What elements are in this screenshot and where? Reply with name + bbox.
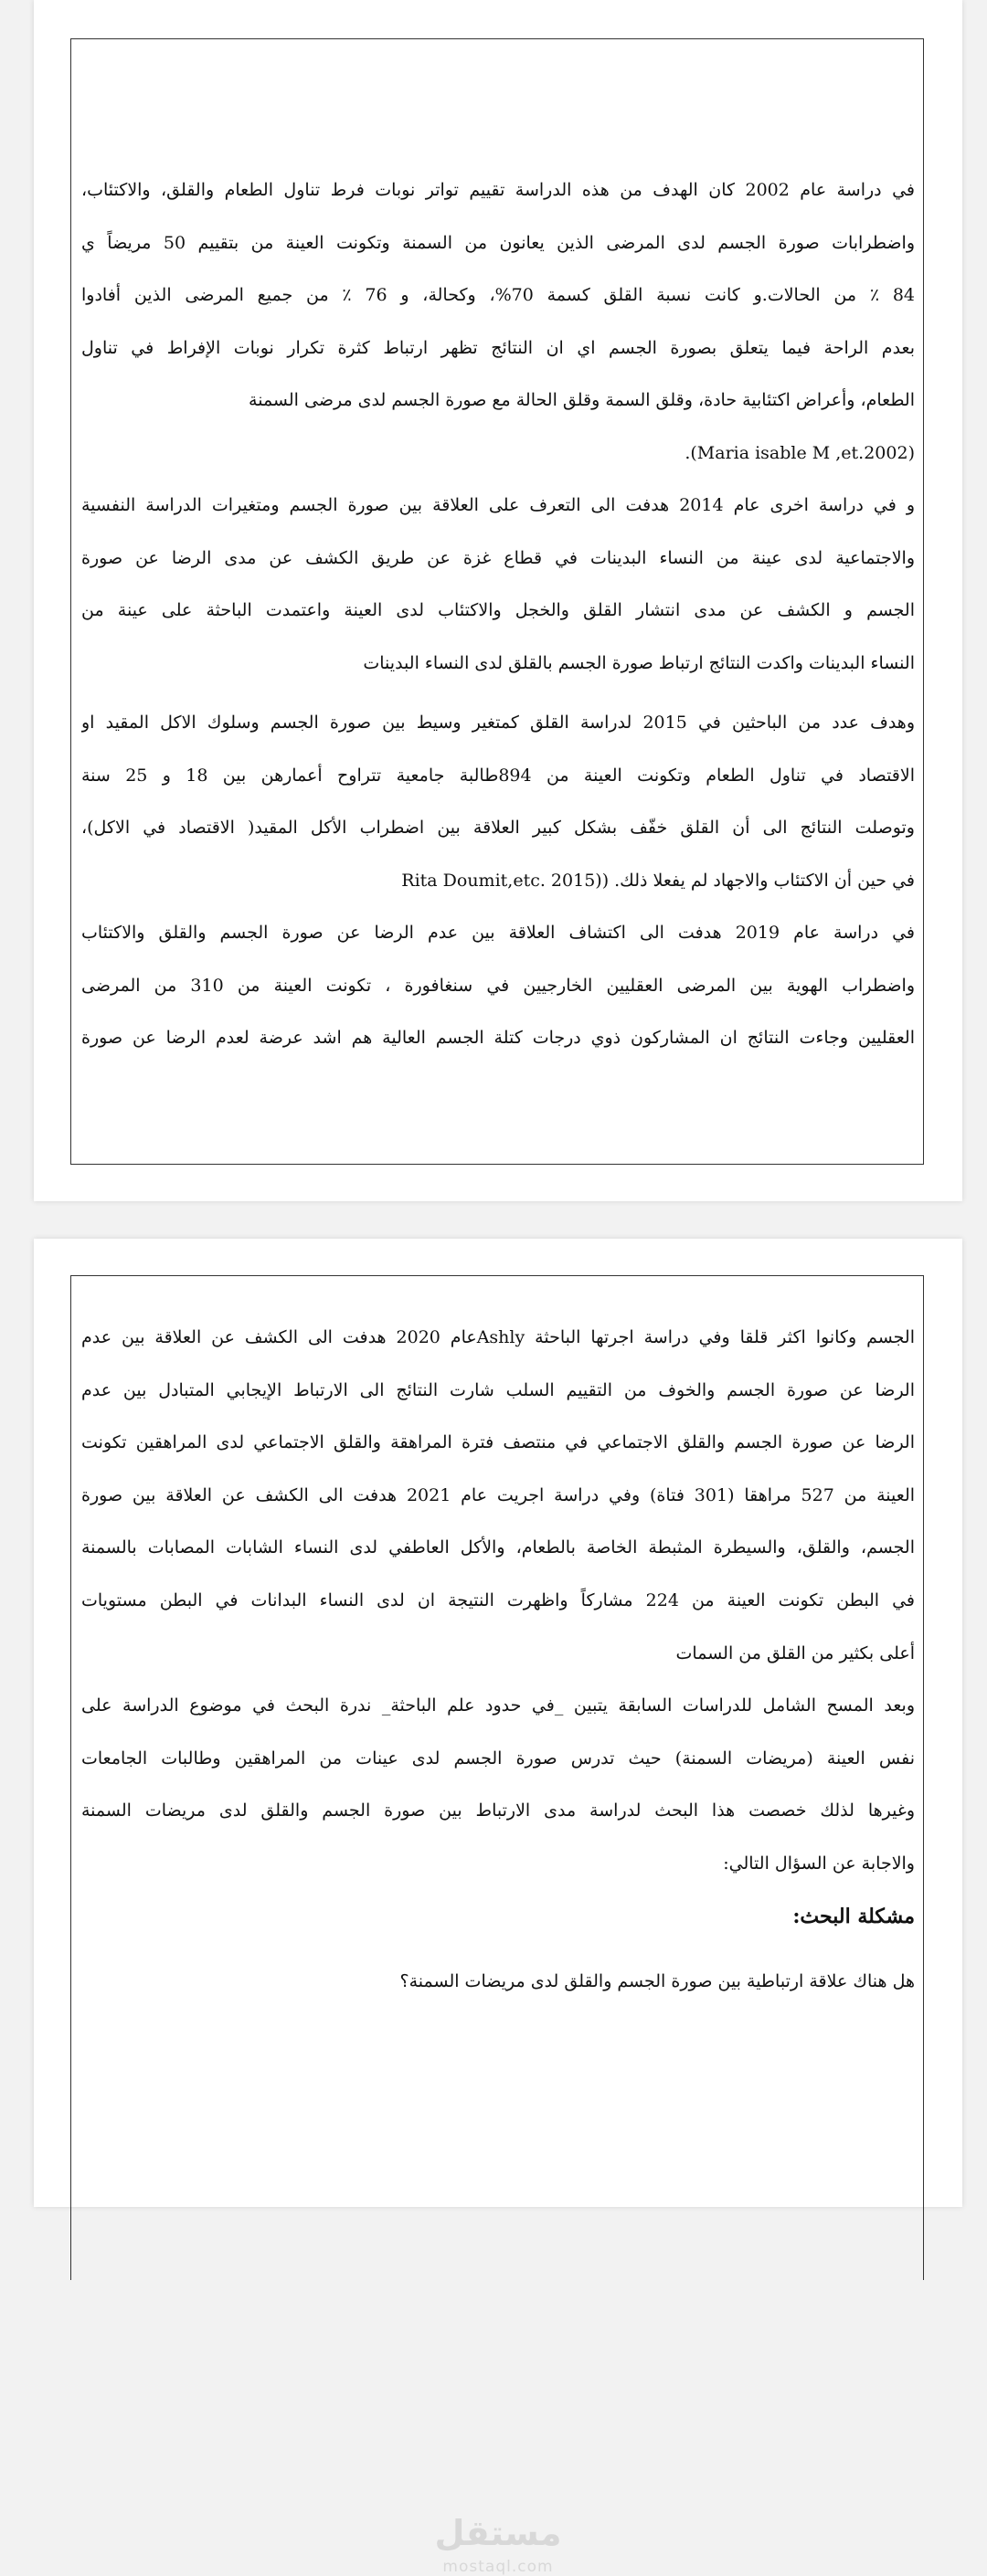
text-line: في البطن تكونت العينة من 224 مشاركاً واظهرت النتيجة ان لدى النساء البدانات في البطن مستويات [81,1589,915,1610]
watermark-url: mostaql.com [442,2558,554,2576]
text-line: العقليين وجاءت النتائج ان المشاركون ذوي درجات كتلة الجسم العالية هم اشد عرضة لعدم الرضا عن صورة [81,1028,915,1048]
text-line: الاقتصاد في تناول الطعام وتكونت العينة من 894طالبة جامعية تتراوح أعمارهن بين 18 و 25 سنة [81,765,915,786]
text-line: وهدف عدد من الباحثين في 2015 لدراسة القلق كمتغير وسيط بين صورة الجسم وسلوك الاكل المقيد او [81,713,915,733]
text-line: والاجابة عن السؤال التالي: [723,1853,915,1874]
text-line: الجسم، والقلق، والسيطرة المثبطة الخاصة بالطعام، والأكل العاطفي لدى النساء الشابات المصابات بالسمنة [81,1537,915,1558]
document-page-2 [34,1239,962,2576]
text-line: الرضا عن صورة الجسم والخوف من التقييم السلب شارت النتائج الى الارتباط الإيجابي المتبادل بين عدم [81,1379,915,1400]
text-line: العينة من 527 مراهقا (301 فتاة) وفي دراسة اجريت عام 2021 هدفت الى الكشف عن العلاقة بين صورة [81,1484,915,1505]
citation-line: (Maria isable M ,et.2002). [685,442,915,463]
text-line: الرضا عن صورة الجسم والقلق الاجتماعي في منتصف فترة المراهقة والقلق الاجتماعي لدى المراهقين تكونت [81,1432,915,1453]
text-line: وبعد المسح الشامل للدراسات السابقة يتبين _في حدود علم الباحثة_ ندرة البحث في موضوع الدراسة على [81,1695,915,1716]
text-line: أعلى بكثير من القلق من السمات [675,1642,915,1663]
text-line: الجسم و الكشف عن مدى انتشار القلق والخجل والاكتئاب لدى العينة واعتمدت الباحثة على عينة من [81,600,915,620]
research-question: هل هناك علاقة ارتباطية بين صورة الجسم والقلق لدى مريضات السمنة؟ [399,1971,915,1992]
text-line: الجسم وكانوا اكثر قلقا وفي دراسة اجرتها الباحثة Ashlyعام 2020 هدفت الى الكشف عن العلاقة بين عدم [81,1327,915,1347]
text-line: الطعام، وأعراض اكتئابية حادة، وقلق السمة وقلق الحالة مع صورة الجسم لدى مرضى السمنة [249,390,915,410]
text-line: في دراسة عام 2019 هدفت الى اكتشاف العلاقة بين عدم الرضا عن صورة الجسم والقلق والاكتئاب [81,923,915,943]
text-line: وتوصلت النتائج الى أن القلق خفّف بشكل كبير العلاقة بين اضطراب الأكل المقيد( الاقتصاد في الاكل)، [81,818,915,838]
text-line: واضطراب الهوية بين المرضى العقليين الخارجيين في سنغافورة ، تكونت العينة من 310 من المرضى [81,975,915,996]
text-line: بعدم الراحة فيما يتعلق بصورة الجسم اي ان النتائج تظهر ارتباط كثرة تكرار نوبات الإفراط في تناول [81,337,915,358]
section-heading: مشكلة البحث: [792,1904,915,1928]
text-line: والاجتماعية لدى عينة من النساء البدينات في قطاع غزة عن طريق الكشف عن مدى الرضا عن صورة [81,547,915,568]
text-line: في دراسة عام 2002 كان الهدف من هذه الدراسة تقييم تواتر نوبات فرط تناول الطعام والقلق، والاكتئاب، [81,180,915,200]
text-line: النساء البدينات واكدت النتائج ارتباط صورة الجسم بالقلق لدى النساء البدينات [363,652,915,673]
text-line: وغيرها لذلك خصصت هذا البحث لدراسة مدى الارتباط بين صورة الجسم والقلق لدى مريضات السمنة [81,1800,915,1821]
text-line: واضطرابات صورة الجسم لدى المرضى الذين يعانون من السمنة وتكونت العينة من بتقييم 50 مريضاً ي [81,232,915,253]
page-2-content [81,1312,915,2009]
citation-line: في حين أن الاكتئاب والاجهاد لم يفعلا ذلك. ((Rita Doumit,etc. 2015 [401,870,915,891]
text-line: نفس العينة (مريضات السمنة) حيث تدرس صورة الجسم لدى عينات من المراهقين وطالبات الجامعات [81,1747,915,1768]
document-page-1 [34,0,962,1201]
text-line: 84 ٪ من الحالات.و كانت نسبة القلق كسمة 70%، وكحالة، و 76 ٪ من جميع المرضى الذين أفادوا [81,285,915,305]
page-1-content [81,164,915,1065]
watermark-logo: مستقل [434,2513,562,2553]
text-line: و في دراسة اخرى عام 2014 هدفت الى التعرف على العلاقة بين صورة الجسم ومتغيرات الدراسة النفسية [81,495,915,515]
